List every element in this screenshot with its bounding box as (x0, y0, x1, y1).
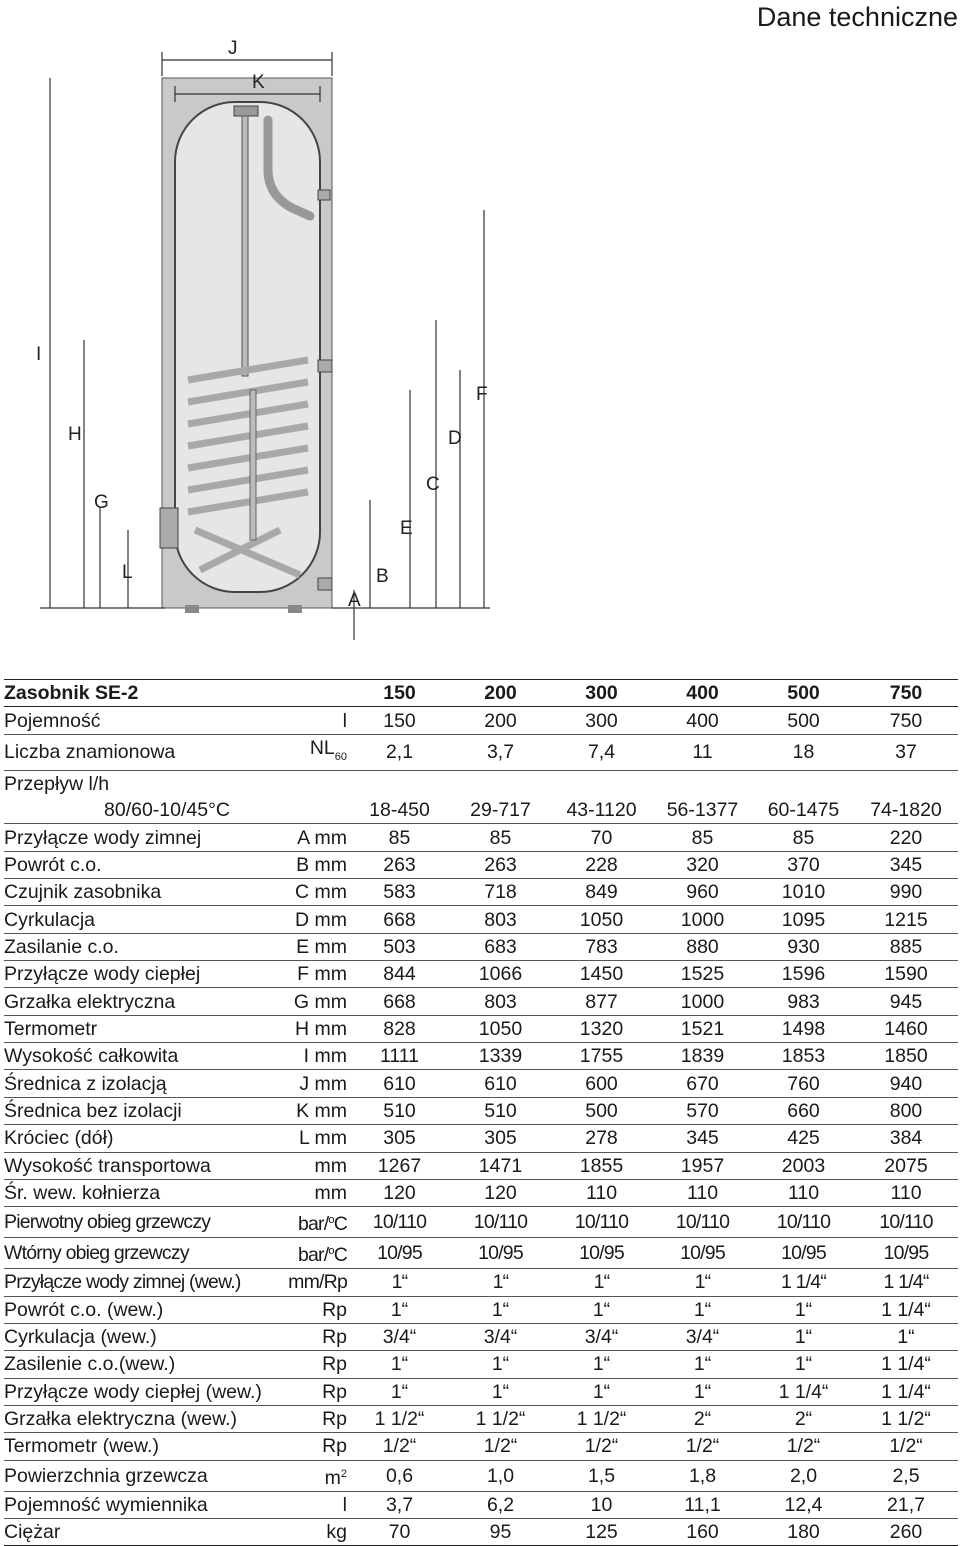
table-cell: 85 (349, 824, 450, 851)
table-cell: 1850 (854, 1043, 958, 1070)
row-unit: mm (254, 1179, 349, 1206)
table-cell: 1855 (551, 1152, 652, 1179)
table-cell: 10/110 (753, 1207, 854, 1238)
dim-label-h: H (68, 424, 82, 445)
dim-label-g: G (94, 492, 109, 513)
dim-label-l: L (122, 562, 133, 583)
spec-table (4, 679, 958, 1546)
row-unit: E mm (254, 933, 349, 960)
table-cell: 1/2“ (551, 1433, 652, 1460)
table-row (4, 1460, 958, 1491)
row-label: Powrót c.o. (wew.) (4, 1296, 254, 1323)
row-unit: Rp (254, 1433, 349, 1460)
table-cell: 345 (652, 1125, 753, 1152)
table-cell: 570 (652, 1097, 753, 1124)
table-row (4, 1491, 958, 1518)
table-cell: 1000 (652, 906, 753, 933)
dim-label-k: K (252, 72, 265, 93)
table-cell (349, 770, 450, 797)
table-cell (551, 770, 652, 797)
table-cell: 3/4“ (450, 1323, 551, 1350)
table-cell (753, 770, 854, 797)
table-cell: 1“ (450, 1378, 551, 1405)
table-row (4, 988, 958, 1015)
table-cell: 1839 (652, 1043, 753, 1070)
table-cell: 70 (349, 1518, 450, 1545)
row-label: Pierwotny obieg grzewczy (4, 1207, 254, 1238)
table-cell: 10/110 (450, 1207, 551, 1238)
table-cell: 1066 (450, 961, 551, 988)
row-unit (254, 797, 349, 824)
row-unit: bar/$^o$C (254, 1207, 349, 1238)
table-cell: 1“ (349, 1296, 450, 1323)
table-row (4, 1070, 958, 1097)
table-cell: 1 1/4“ (854, 1378, 958, 1405)
table-row (4, 1518, 958, 1545)
table-cell: 10/95 (551, 1238, 652, 1269)
table-row (4, 707, 958, 734)
table-row (4, 1043, 958, 1070)
row-unit: Rp (254, 1296, 349, 1323)
row-unit: Rp (254, 1378, 349, 1405)
table-cell: 70 (551, 824, 652, 851)
table-cell: 1“ (652, 1351, 753, 1378)
row-label: Ciężar (4, 1518, 254, 1545)
table-cell: 750 (854, 707, 958, 734)
table-cell: 10/110 (551, 1207, 652, 1238)
table-cell: 10/95 (753, 1238, 854, 1269)
row-label: Zasilanie c.o. (4, 933, 254, 960)
table-cell: 95 (450, 1518, 551, 1545)
row-unit: I mm (254, 1043, 349, 1070)
table-row (4, 1207, 958, 1238)
table-cell: 800 (854, 1097, 958, 1124)
row-unit: Rp (254, 1351, 349, 1378)
table-cell: 668 (349, 988, 450, 1015)
table-cell: 1267 (349, 1152, 450, 1179)
model-header: 500 (753, 680, 854, 707)
table-cell: 600 (551, 1070, 652, 1097)
table-cell: 125 (551, 1518, 652, 1545)
row-label: Średnica bez izolacji (4, 1097, 254, 1124)
row-label: Cyrkulacja (wew.) (4, 1323, 254, 1350)
table-cell: 263 (349, 851, 450, 878)
table-cell: 1“ (450, 1269, 551, 1296)
top-flange (234, 106, 258, 116)
row-label: Przyłącze wody zimnej (wew.) (4, 1269, 254, 1296)
table-cell: 60-1475 (753, 797, 854, 824)
table-row (4, 797, 958, 824)
table-cell: 2“ (753, 1405, 854, 1432)
table-row (4, 1378, 958, 1405)
table-cell: 668 (349, 906, 450, 933)
table-cell: 2“ (652, 1405, 753, 1432)
table-cell: 18 (753, 734, 854, 770)
dim-label-e: E (400, 518, 413, 539)
table-cell: 10/95 (349, 1238, 450, 1269)
table-cell: 10/95 (854, 1238, 958, 1269)
row-label: Zasilenie c.o.(wew.) (4, 1351, 254, 1378)
row-label: 80/60-10/45°C (4, 797, 254, 824)
table-row (4, 1269, 958, 1296)
table-cell: 10/95 (652, 1238, 753, 1269)
table-cell: 1,0 (450, 1460, 551, 1491)
table-cell: 880 (652, 933, 753, 960)
table-cell: 1215 (854, 906, 958, 933)
row-label: Śr. wew. kołnierza (4, 1179, 254, 1206)
table-row (4, 933, 958, 960)
table-cell: 1“ (652, 1269, 753, 1296)
table-cell: 7,4 (551, 734, 652, 770)
table-cell: 1498 (753, 1015, 854, 1042)
row-unit: mm (254, 1152, 349, 1179)
table-cell: 3/4“ (652, 1323, 753, 1350)
table-cell: 1“ (753, 1296, 854, 1323)
table-cell: 990 (854, 879, 958, 906)
table-cell: 1“ (551, 1296, 652, 1323)
table-cell: 2075 (854, 1152, 958, 1179)
table-cell: 1000 (652, 988, 753, 1015)
table-cell: 1596 (753, 961, 854, 988)
row-unit: bar/$^o$C (254, 1238, 349, 1269)
table-cell: 300 (551, 707, 652, 734)
row-unit: J mm (254, 1070, 349, 1097)
table-cell: 110 (551, 1179, 652, 1206)
table-cell: 370 (753, 851, 854, 878)
table-cell: 110 (854, 1179, 958, 1206)
dim-label-j: J (228, 38, 238, 59)
table-cell: 180 (753, 1518, 854, 1545)
table-cell: 1/2“ (753, 1433, 854, 1460)
table-cell: 1“ (652, 1378, 753, 1405)
table-cell: 510 (450, 1097, 551, 1124)
table-cell: 1521 (652, 1015, 753, 1042)
row-label: Liczba znamionowa (4, 734, 254, 770)
row-label: Pojemność (4, 707, 254, 734)
table-cell: 150 (349, 707, 450, 734)
table-cell: 1525 (652, 961, 753, 988)
table-cell: 10/110 (652, 1207, 753, 1238)
table-cell: 3/4“ (551, 1323, 652, 1350)
table-cell: 670 (652, 1070, 753, 1097)
row-label: Wysokość transportowa (4, 1152, 254, 1179)
table-row (4, 1405, 958, 1432)
table-cell: 1010 (753, 879, 854, 906)
table-cell (450, 770, 551, 797)
table-cell: 1050 (450, 1015, 551, 1042)
table-cell: 500 (753, 707, 854, 734)
table-row (4, 824, 958, 851)
table-cell: 945 (854, 988, 958, 1015)
table-cell: 940 (854, 1070, 958, 1097)
table-cell: 1“ (349, 1269, 450, 1296)
row-unit: Rp (254, 1405, 349, 1432)
table-cell: 10/95 (450, 1238, 551, 1269)
table-cell: 10 (551, 1491, 652, 1518)
table-cell: 783 (551, 933, 652, 960)
inner-tube (250, 390, 256, 540)
table-cell: 2,1 (349, 734, 450, 770)
table-cell: 1 1/4“ (854, 1269, 958, 1296)
page-title: Dane techniczne (756, 2, 958, 32)
row-label: Pojemność wymiennika (4, 1491, 254, 1518)
dim-label-d: D (448, 428, 462, 449)
table-cell: 3,7 (349, 1491, 450, 1518)
table-cell: 885 (854, 933, 958, 960)
table-cell: 10/110 (854, 1207, 958, 1238)
table-cell: 425 (753, 1125, 854, 1152)
model-header: 750 (854, 680, 958, 707)
table-cell: 0,6 (349, 1460, 450, 1491)
table-cell: 1 1/4“ (753, 1269, 854, 1296)
table-cell: 930 (753, 933, 854, 960)
table-cell: 583 (349, 879, 450, 906)
row-label: Grzałka elektryczna (wew.) (4, 1405, 254, 1432)
table-cell: 1 1/2“ (450, 1405, 551, 1432)
table-cell: 960 (652, 879, 753, 906)
table-cell: 1/2“ (450, 1433, 551, 1460)
table-cell: 305 (349, 1125, 450, 1152)
table-row (4, 906, 958, 933)
table-cell: 1“ (854, 1323, 958, 1350)
table-row (4, 1296, 958, 1323)
table-row (4, 734, 958, 770)
table-cell: 660 (753, 1097, 854, 1124)
table-cell: 228 (551, 851, 652, 878)
table-row (4, 879, 958, 906)
table-cell: 21,7 (854, 1491, 958, 1518)
table-cell: 110 (652, 1179, 753, 1206)
table-cell: 1/2“ (349, 1433, 450, 1460)
table-cell: 500 (551, 1097, 652, 1124)
table-cell: 3,7 (450, 734, 551, 770)
table-cell: 844 (349, 961, 450, 988)
table-cell: 220 (854, 824, 958, 851)
dim-label-b: B (376, 566, 389, 587)
dim-label-i: I (36, 344, 42, 365)
row-unit: Rp (254, 1323, 349, 1350)
table-cell: 37 (854, 734, 958, 770)
table-cell: 18-450 (349, 797, 450, 824)
table-cell: 278 (551, 1125, 652, 1152)
table-cell: 1 1/4“ (854, 1296, 958, 1323)
table-cell: 1 1/4“ (854, 1351, 958, 1378)
table-cell: 1 1/2“ (854, 1405, 958, 1432)
table-cell: 1“ (551, 1378, 652, 1405)
table-cell: 2,0 (753, 1460, 854, 1491)
table-cell: 10/110 (349, 1207, 450, 1238)
row-unit (254, 770, 349, 797)
table-cell: 718 (450, 879, 551, 906)
row-unit: D mm (254, 906, 349, 933)
table-cell: 1320 (551, 1015, 652, 1042)
table-cell: 85 (450, 824, 551, 851)
table-cell: 1“ (551, 1351, 652, 1378)
table-cell: 85 (652, 824, 753, 851)
row-unit: G mm (254, 988, 349, 1015)
row-label: Średnica z izolacją (4, 1070, 254, 1097)
row-unit: l (254, 707, 349, 734)
table-cell: 1853 (753, 1043, 854, 1070)
table-cell: 1“ (551, 1269, 652, 1296)
table-cell: 1 1/4“ (753, 1378, 854, 1405)
table-cell: 849 (551, 879, 652, 906)
table-row (4, 1152, 958, 1179)
row-label: Przyłącze wody ciepłej (wew.) (4, 1378, 254, 1405)
row-unit: F mm (254, 961, 349, 988)
table-cell: 828 (349, 1015, 450, 1042)
table-cell: 1460 (854, 1015, 958, 1042)
table-cell: 1 1/2“ (349, 1405, 450, 1432)
row-unit: $m^2$ (254, 1460, 349, 1491)
table-row (4, 961, 958, 988)
table-cell: 320 (652, 851, 753, 878)
table-cell: 120 (349, 1179, 450, 1206)
row-label: Przyłącze wody zimnej (4, 824, 254, 851)
table-cell: 1450 (551, 961, 652, 988)
table-cell: 1590 (854, 961, 958, 988)
table-cell: 610 (349, 1070, 450, 1097)
dim-label-c: C (426, 474, 440, 495)
row-unit: $NL_{60}$ (254, 734, 349, 770)
table-row (4, 851, 958, 878)
table-cell: 11 (652, 734, 753, 770)
table-cell: 1“ (349, 1351, 450, 1378)
row-label: Przyłącze wody ciepłej (4, 961, 254, 988)
table-cell: 1,8 (652, 1460, 753, 1491)
row-unit: B mm (254, 851, 349, 878)
table-row (4, 1179, 958, 1206)
table-cell: 11,1 (652, 1491, 753, 1518)
table-cell: 263 (450, 851, 551, 878)
table-cell: 6,2 (450, 1491, 551, 1518)
table-cell: 503 (349, 933, 450, 960)
side-flange (160, 508, 178, 548)
row-label: Termometr (4, 1015, 254, 1042)
table-cell (652, 770, 753, 797)
table-cell: 1“ (652, 1296, 753, 1323)
table-cell: 260 (854, 1518, 958, 1545)
row-unit: K mm (254, 1097, 349, 1124)
row-label: Przepływ l/h (4, 772, 110, 795)
table-cell: 200 (450, 707, 551, 734)
table-cell: 120 (450, 1179, 551, 1206)
table-cell: 803 (450, 988, 551, 1015)
table-cell: 85 (753, 824, 854, 851)
row-unit: A mm (254, 824, 349, 851)
table-cell: 1/2“ (854, 1433, 958, 1460)
table-cell: 384 (854, 1125, 958, 1152)
table-cell: 510 (349, 1097, 450, 1124)
row-unit: mm/Rp (254, 1269, 349, 1296)
table-cell: 1471 (450, 1152, 551, 1179)
table-cell: 345 (854, 851, 958, 878)
table-cell: 983 (753, 988, 854, 1015)
table-row (4, 1433, 958, 1460)
row-unit: H mm (254, 1015, 349, 1042)
row-label: Grzałka elektryczna (4, 988, 254, 1015)
table-cell: 305 (450, 1125, 551, 1152)
table-row (4, 1125, 958, 1152)
dim-label-a: A (348, 590, 361, 611)
table-cell: 610 (450, 1070, 551, 1097)
table-cell: 1“ (753, 1351, 854, 1378)
model-header: 300 (551, 680, 652, 707)
model-header: 150 (349, 680, 450, 707)
model-header: 400 (652, 680, 753, 707)
table-header-row (4, 680, 958, 707)
table-header-label: Zasobnik SE-2 (4, 680, 254, 707)
row-label: Króciec (dół) (4, 1125, 254, 1152)
row-label: Powrót c.o. (4, 851, 254, 878)
row-unit: kg (254, 1518, 349, 1545)
table-cell: 160 (652, 1518, 753, 1545)
table-cell: 1“ (349, 1378, 450, 1405)
dim-label-f: F (476, 384, 488, 405)
tank-diagram (0, 30, 960, 670)
table-cell: 110 (753, 1179, 854, 1206)
row-label: Cyrkulacja (4, 906, 254, 933)
table-cell: 1050 (551, 906, 652, 933)
table-cell: 1 1/2“ (551, 1405, 652, 1432)
table-cell: 683 (450, 933, 551, 960)
row-label: Powierzchnia grzewcza (4, 1460, 254, 1491)
sensor-tube (242, 116, 248, 376)
table-cell: 760 (753, 1070, 854, 1097)
table-cell: 1957 (652, 1152, 753, 1179)
row-label: Termometr (wew.) (4, 1433, 254, 1460)
table-cell: 1755 (551, 1043, 652, 1070)
table-body (4, 707, 958, 1546)
row-unit: L mm (254, 1125, 349, 1152)
table-cell: 2003 (753, 1152, 854, 1179)
row-label: Wysokość całkowita (4, 1043, 254, 1070)
table-cell: 1111 (349, 1043, 450, 1070)
table-row (4, 1238, 958, 1269)
table-cell: 2,5 (854, 1460, 958, 1491)
row-label: Czujnik zasobnika (4, 879, 254, 906)
table-cell: 803 (450, 906, 551, 933)
table-row (4, 1097, 958, 1124)
table-cell: 43-1120 (551, 797, 652, 824)
table-cell: 1“ (450, 1296, 551, 1323)
table-cell: 1/2“ (652, 1433, 753, 1460)
row-unit: C mm (254, 879, 349, 906)
table-cell: 3/4“ (349, 1323, 450, 1350)
table-cell: 1095 (753, 906, 854, 933)
table-cell: 1“ (450, 1351, 551, 1378)
table-cell: 400 (652, 707, 753, 734)
table-cell: 56-1377 (652, 797, 753, 824)
table-cell (854, 770, 958, 797)
table-cell: 29-717 (450, 797, 551, 824)
table-cell: 12,4 (753, 1491, 854, 1518)
row-unit: l (254, 1491, 349, 1518)
model-header: 200 (450, 680, 551, 707)
table-row (4, 1323, 958, 1350)
table-cell: 74-1820 (854, 797, 958, 824)
table-cell: 1339 (450, 1043, 551, 1070)
table-cell: 877 (551, 988, 652, 1015)
table-row (4, 770, 958, 797)
table-row (4, 1351, 958, 1378)
table-row (4, 1015, 958, 1042)
table-cell: 1,5 (551, 1460, 652, 1491)
row-label: Wtórny obieg grzewczy (4, 1238, 254, 1269)
table-cell: 1“ (753, 1323, 854, 1350)
